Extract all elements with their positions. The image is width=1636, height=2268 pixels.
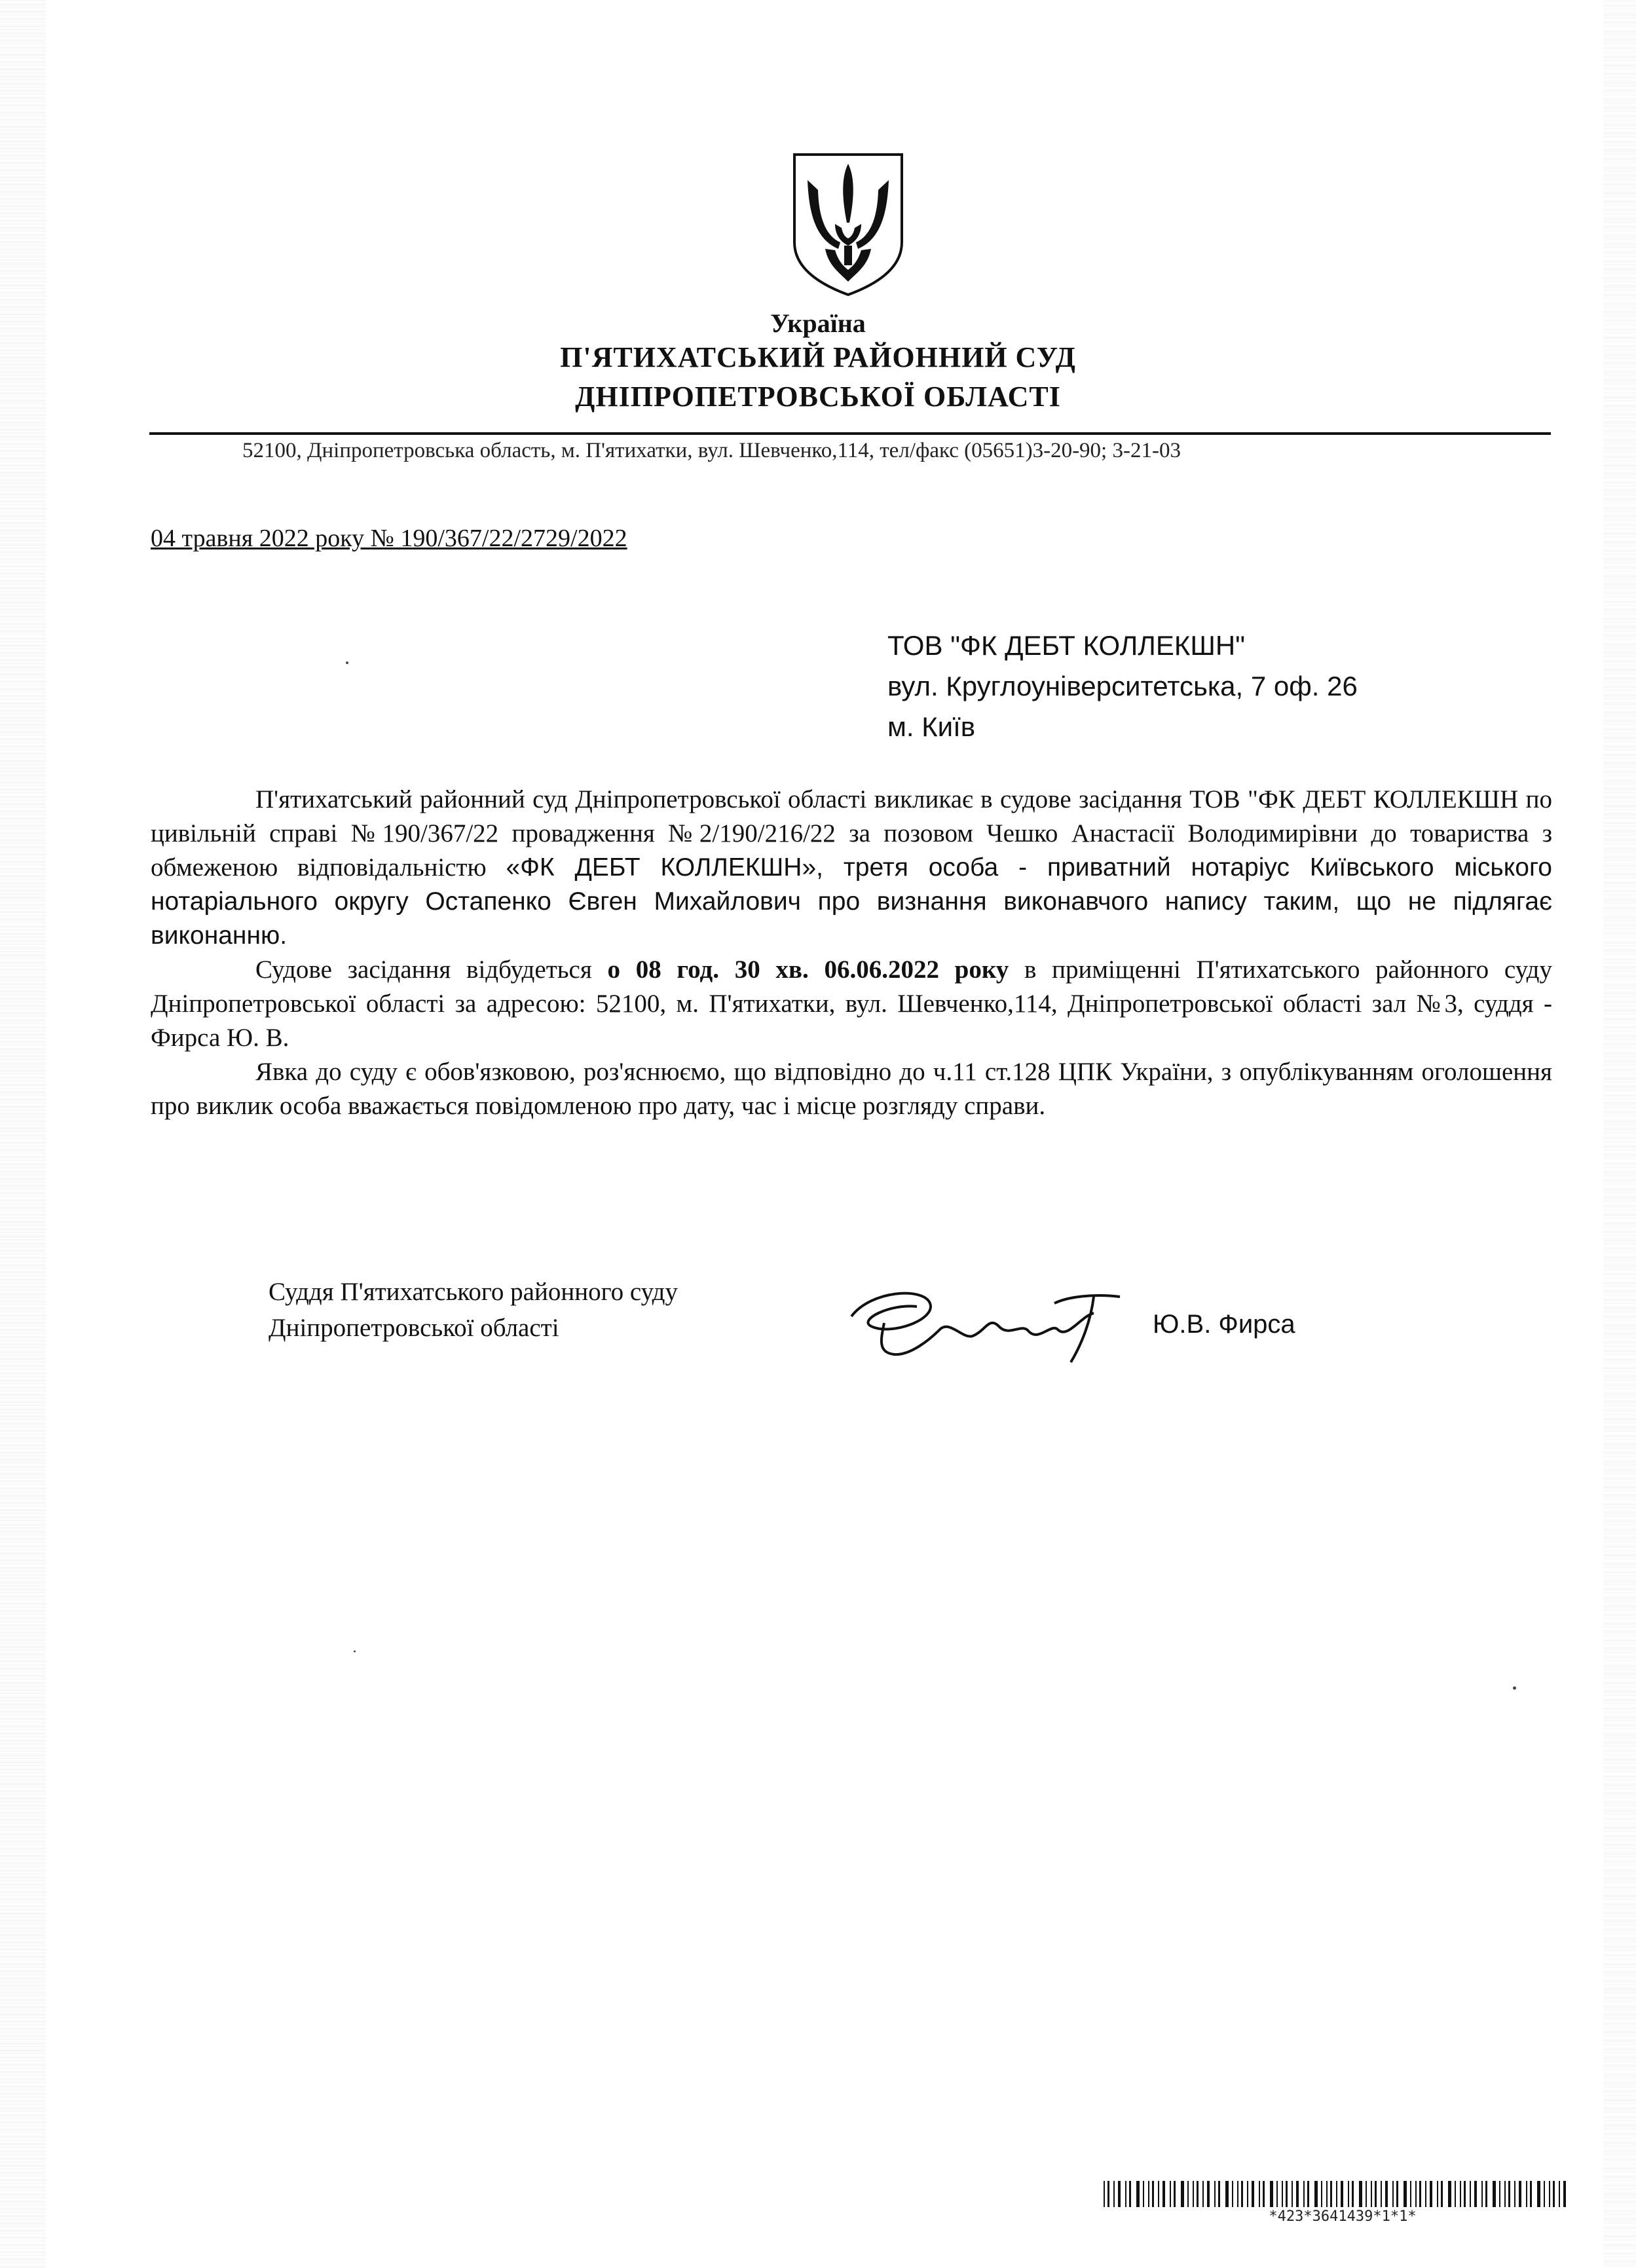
hearing-text-before: Судове засідання відбудеться (255, 956, 608, 984)
barcode-icon (1104, 2181, 1569, 2207)
hearing-datetime: о 08 год. 30 хв. 06.06.2022 року (607, 956, 1009, 984)
hearing-text-after: в приміщенні П'ятихатського районного суду Дніпропетровської області за адресою: 52100, м. П'ятихатки, вул. Шевченко,114, Дніпропетровської області зал №3, суддя - Фирса Ю. В. (151, 956, 1553, 1052)
court-name-heading: П'ЯТИХАТСЬКИЙ РАЙОННИЙ СУД (560, 341, 1076, 373)
region-heading: ДНІПРОПЕТРОВСЬКОЇ ОБЛАСТІ (575, 381, 1061, 413)
recipient-name: ТОВ "ФК ДЕБТ КОЛЛЕКШН" (887, 630, 1246, 661)
recipient-block (887, 625, 1358, 747)
scan-speck (354, 1650, 356, 1652)
letter-body (151, 783, 1552, 1123)
signatory-title-line1: Суддя П'ятихатського районного суду (269, 1278, 679, 1306)
paragraph-attendance: Явка до суду є обов'язковою, роз'яснюємо, що відповідно до ч.11 ст.128 ЦПК України, з опублікуванням оголошення про виклик особа вважається повідомленою про дату, час і місце розгляду справи. (151, 1058, 1552, 1120)
paragraph-summons (151, 783, 1552, 953)
summons-text-part2: «ФК ДЕБТ КОЛЛЕКШН», третя особа - приватний нотаріус Київського міського нотаріального округу Остапенко Євген Михайлович (151, 853, 1552, 916)
court-address: 52100, Дніпропетровська область, м. П'ятихатки, вул. Шевченко,114, тел/факс (05651)3-20-90; 3-21-03 (242, 439, 1181, 462)
summons-text-part3: про визнання виконавчого напису таким, що не підлягає виконанню. (151, 887, 1552, 950)
paragraph-hearing (151, 953, 1552, 1055)
signatory-title-line2: Дніпропетровської області (269, 1314, 559, 1342)
handwritten-signature-icon (832, 1277, 1140, 1369)
country-heading: Україна (770, 308, 866, 338)
scan-speck (346, 661, 348, 664)
scan-speck (1513, 1686, 1516, 1690)
summons-text-part1: П'ятихатський районний суд Дніпропетровської області викликає в судове засідання ТОВ "ФК ДЕБТ КОЛЛЕКШН по цивільній справі №190/367/22 провадження №2/190/216/22 за позовом Чешко Анастасії Володимирівни до товариства з обмеженою відповідальністю (151, 785, 1552, 882)
signatory-name: Ю.В. Фирса (1153, 1310, 1295, 1339)
signatory-title (269, 1274, 678, 1346)
recipient-city: м. Київ (887, 711, 976, 742)
recipient-street: вул. Круглоуніверситетська, 7 оф. 26 (887, 671, 1358, 701)
trident-emblem-icon (789, 151, 907, 298)
header-divider (149, 432, 1551, 435)
barcode-text: *423*3641439*1*1* (1269, 2208, 1417, 2225)
registration-date-number: 04 травня 2022 року № 190/367/22/2729/2022 (151, 525, 627, 552)
